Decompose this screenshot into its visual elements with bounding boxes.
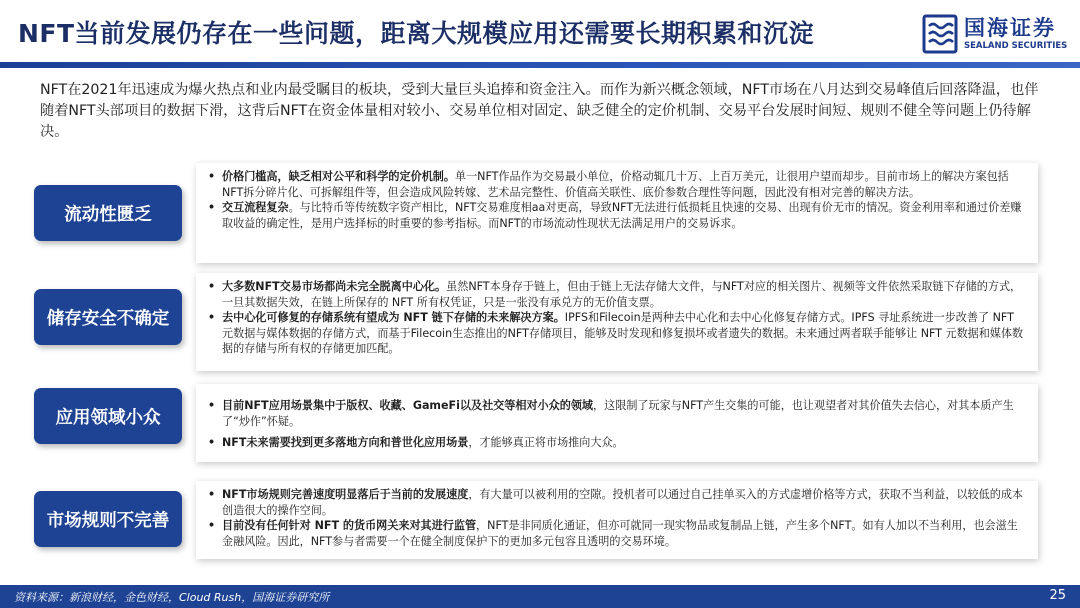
logo-chinese-name: 国海证券 [964,16,1056,40]
section-label: 市场规则不完善 [34,491,182,547]
bullet-item: • 目前没有任何针对 NFT 的货币网关来对其进行监管，NFT是非同质化通证，但亦可就同一现实物品或复制品上链，产生多个NFT。如有人加以不当利用，也会滋生金融风险。因此，NFT参与者需要一个在健全制度保护下的更加多元包容且透明的交易环境。 [208,518,1028,549]
bullet-item: • 交互流程复杂。与比特币等传统数字资产相比，NFT交易难度相aa对更高，导致NFT无法进行低损耗且快速的交易、出现有价无市的情况。资金利用率和通过价差赚取收益的确定性，是用户选择标的时重要的参考指标。而NFT的市场流动性现状无法满足用户的交易诉求。 [208,200,1028,231]
section-label: 储存安全不确定 [34,289,182,345]
bullet-item: • 价格门槛高，缺乏相对公平和科学的定价机制。单一NFT作品作为交易最小单位，价格动辄几十万、上百万美元，让很用户望而却步。目前市场上的解决方案包括NFT拆分碎片化、可拆解组件等，但会造成风险转嫁、艺术品完整性、价值高关联性、底价参数合理性等问题，因此没有相对完善的解决方法。 [208,169,1028,200]
page-number: 25 [1049,588,1066,603]
source-note: 资料来源：新浪财经，金色财经，Cloud Rush，国海证券研究所 [14,591,330,604]
footer-bar [0,585,1080,608]
page-title: NFT当前发展仍存在一些问题，距离大规模应用还需要长期积累和沉淀 [18,19,815,48]
section-panel [196,384,1038,462]
bullet-item: • 大多数NFT交易市场都尚未完全脱离中心化。虽然NFT本身存于链上，但由于链上无法存储大文件，与NFT对应的相关图片、视频等文件依然采取链下存储的方式，一旦其数据失效，在链上所保存的 NFT 所有权凭证，只是一张没有承兑方的无价值支票。 [208,279,1028,310]
section-panel [196,273,1038,371]
sealand-logo-icon [922,14,958,54]
bullet-item: • 目前NFT应用场景集中于版权、收藏、GameFi以及社交等相对小众的领域，这限制了玩家与NFT产生交集的可能，也让观望者对其价值失去信心，对其本质产生了“炒作”怀疑。 [208,398,1028,429]
section-panel [196,481,1038,559]
bullet-item: • NFT市场规则完善速度明显落后于当前的发展速度，有大量可以被利用的空隙。投机者可以通过自己挂单买入的方式虚增价格等方式，获取不当利益，以较低的成本创造很大的操作空间。 [208,487,1028,518]
section-label: 应用领域小众 [34,388,182,444]
bullet-item: • NFT未来需要找到更多落地方向和普世化应用场景，才能够真正将市场推向大众。 [208,435,1028,451]
company-logo [922,12,1072,58]
section-label: 流动性匮乏 [34,185,182,241]
intro-paragraph: NFT在2021年迅速成为爆火热点和业内最受瞩目的板块，受到大量巨头追捧和资金注入。而作为新兴概念领域，NFT市场在八月达到交易峰值后回落降温，也伴随着NFT头部项目的数据下滑，这背后NFT在资金体量相对较小、交易单位相对固定、缺乏健全的定价机制、交易平台发展时间短、规则不健全等问题上仍待解决。 [40,82,1039,140]
header-divider [0,62,1080,68]
section-panel [196,163,1038,263]
bullet-item: • 去中心化可修复的存储系统有望成为 NFT 链下存储的未来解决方案。IPFS和Filecoin是两种去中心化和去中心化修复存储方式。IPFS 寻址系统进一步改善了 NFT 元数据与媒体数据的存储方式，而基于Filecoin生态推出的NFT存储项目，能够及时发现和修复损坏或者遗失的数据。未来通过两者联手能够让 NFT 元数据和媒体数据的存储与所有权的存储更加匹配。 [208,310,1028,357]
logo-english-name: SEALAND SECURITIES [964,41,1068,51]
